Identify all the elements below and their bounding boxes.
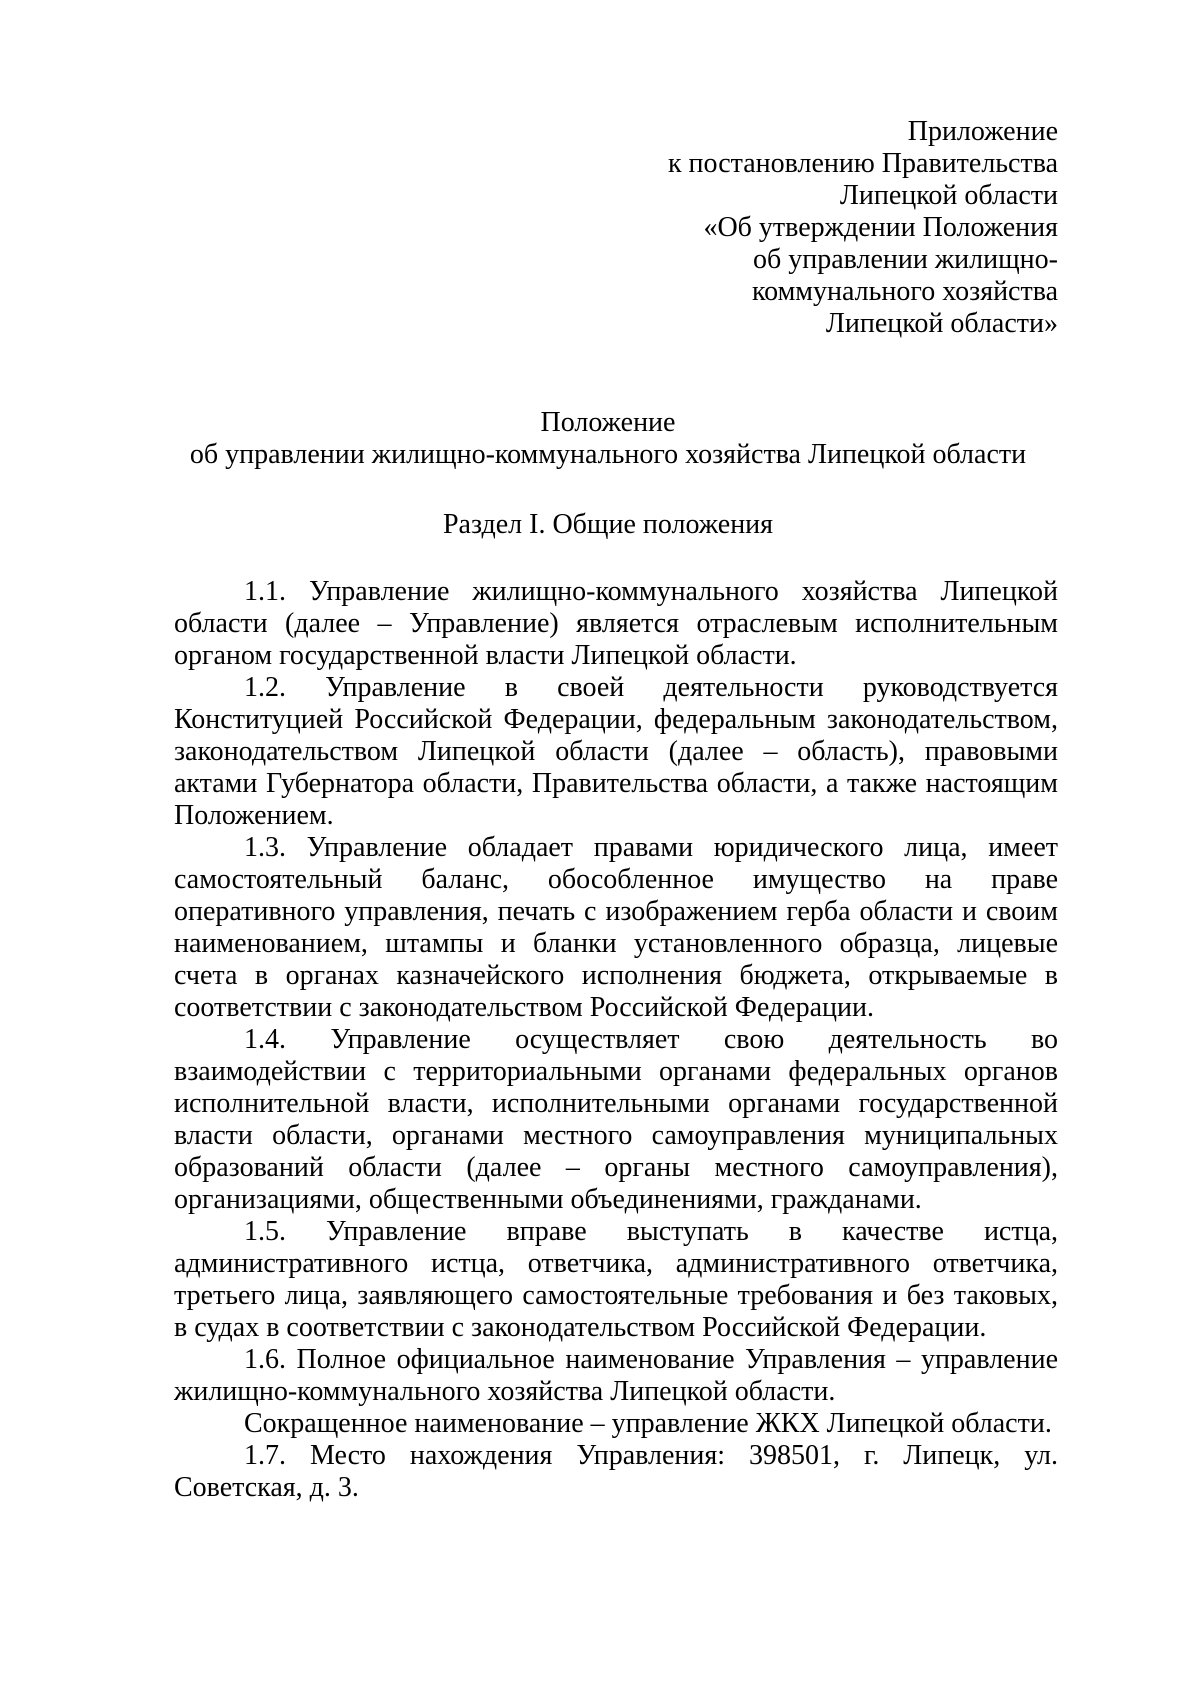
annex-line: об управлении жилищно-: [752, 244, 1058, 275]
document-body: [174, 576, 1058, 1504]
paragraph-1-6: 1.6. Полное официальное наименование Управления – управление жилищно-коммунального хозяйства Липецкой области.: [174, 1344, 1058, 1407]
title-line-1: Положение: [540, 407, 676, 438]
paragraph-1-3: 1.3. Управление обладает правами юридического лица, имеет самостоятельный баланс, обособленное имущество на праве оперативного управления, печать с изображением герба области и своим наименованием, штампы и бланки установленного образца, лицевые счета в органах казначейского исполнения бюджета, открываемые в соответствии с законодательством Российской Федерации.: [174, 832, 1058, 1023]
annex-line: Липецкой области: [839, 180, 1058, 211]
annex-line: «Об утверждении Положения: [703, 212, 1058, 243]
paragraph-1-4: 1.4. Управление осуществляет свою деятельность во взаимодействии с территориальными органами федеральных органов исполнительной власти, исполнительными органами государственной власти области, органами местного самоуправления муниципальных образований области (далее – органы местного самоуправления), организациями, общественными объединениями, гражданами.: [174, 1024, 1058, 1215]
paragraph-1-2: 1.2. Управление в своей деятельности руководствуется Конституцией Российской Федерации, федеральным законодательством, законодательством Липецкой области (далее – область), правовыми актами Губернатора области, Правительства области, а также настоящим Положением.: [174, 672, 1058, 831]
document-title: [158, 407, 1058, 471]
paragraph-1-5: 1.5. Управление вправе выступать в качестве истца, административного истца, ответчика, административного ответчика, третьего лица, заявляющего самостоятельные требования и без таковых, в судах в соответствии с законодательством Российской Федерации.: [174, 1216, 1058, 1343]
annex-line: коммунального хозяйства: [751, 276, 1058, 307]
paragraph-1-7: 1.7. Место нахождения Управления: 398501, г. Липецк, ул. Советская, д. 3.: [174, 1440, 1058, 1503]
paragraph-1-1: 1.1. Управление жилищно-коммунального хозяйства Липецкой области (далее – Управление) является отраслевым исполнительным органом государственной власти Липецкой области.: [174, 576, 1058, 671]
annex-line: Липецкой области»: [825, 308, 1058, 339]
title-line-2: об управлении жилищно-коммунального хозяйства Липецкой области: [189, 439, 1027, 470]
section-heading: Раздел I. Общие положения: [442, 509, 774, 540]
paragraph-short-name: Сокращенное наименование – управление ЖКХ Липецкой области.: [244, 1408, 1052, 1439]
annex-line: к постановлению Правительства: [667, 148, 1058, 179]
annex-line: Приложение: [907, 116, 1058, 147]
annex-block: [458, 116, 1058, 340]
